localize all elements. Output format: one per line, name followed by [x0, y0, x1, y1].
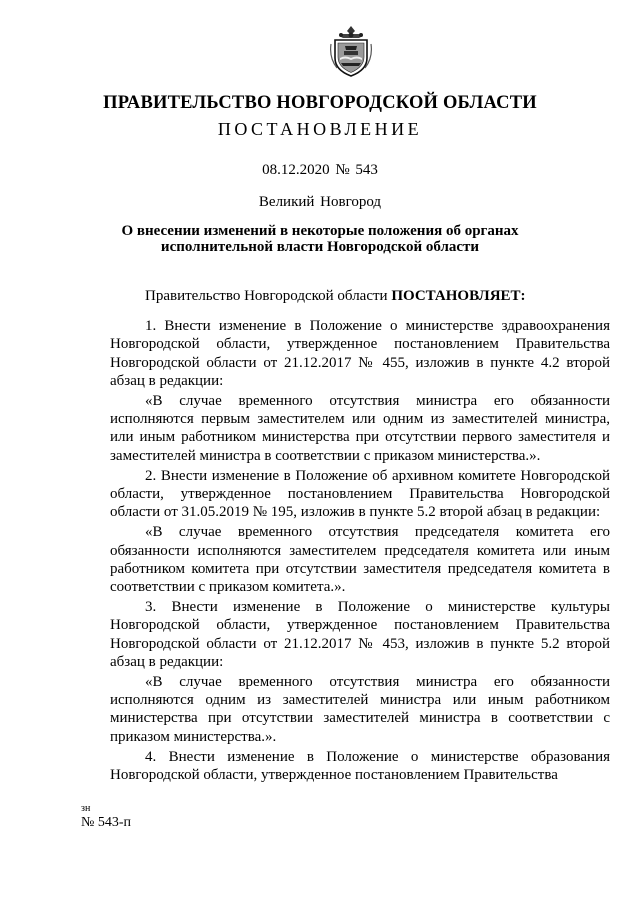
document-subject: [0, 223, 640, 255]
paragraph-4: 4. Внести изменение в Положение о министерстве образования Новгородской области, утвержденное постановлением Правительства: [110, 748, 610, 784]
preamble-text: Правительство Новгородской области: [145, 288, 392, 304]
preamble-resolves: ПОСТАНОВЛЯЕТ:: [391, 288, 526, 304]
footer: [81, 803, 131, 830]
paragraph-2: 2. Внести изменение в Положение об архивном комитете Новгородской области, утвержденное постановлением Правительства Новгородской области от 31.05.2019 № 195, изложив в пункте 5.2 второй абзац в редакции:: [110, 467, 610, 521]
preamble: [110, 287, 610, 305]
subject-line-1: О внесении изменений в некоторые положения об органах: [121, 223, 519, 239]
paragraph-3: 3. Внести изменение в Положение о министерстве культуры Новгородской области, утвержденное постановлением Правительства Новгородской области от 21.12.2017 № 453, изложив в пункте 5.2 второй абзац в редакции:: [110, 599, 610, 670]
paragraph-3-quote: «В случае временного отсутствия министра его обязанности исполняются одним из заместителей министра или иным работником министерства при отсутствии заместителей министра в соответствии с приказом министерства.».: [110, 674, 610, 745]
paragraph-2-quote: «В случае временного отсутствия председателя комитета его обязанности исполняются заместителем председателя комитета или иным работником комитета при отсутствии заместителя председателя комитета в соответствии с приказом комитета.».: [110, 524, 610, 596]
document-type: ПОСТАНОВЛЕНИЕ: [217, 119, 423, 139]
date-and-number: 08.12.2020 № 543: [262, 162, 378, 178]
subject-line-2: исполнительной власти Новгородской области: [160, 239, 480, 255]
government-title: ПРАВИТЕЛЬСТВО НОВГОРОДСКОЙ ОБЛАСТИ: [103, 93, 537, 113]
paragraph-1-quote: «В случае временного отсутствия министра его обязанности исполняются первым заместителем или одним из заместителей министра, или иным работником министерства при отсутствии первого заместителя и заместителей министра в соответствии с приказом министерства.».: [110, 393, 610, 464]
city-name: Великий Новгород: [258, 194, 382, 210]
document-body: [110, 287, 610, 786]
footer-doc-number: № 543-п: [81, 815, 132, 830]
coat-of-arms-icon: [329, 24, 373, 78]
paragraph-1: 1. Внести изменение в Положение о министерстве здравоохранения Новгородской области, утвержденное постановлением Правительства Новгородской области от 21.12.2017 № 455, изложив в пункте 4.2 второй абзац в редакции:: [110, 318, 610, 389]
footer-initials: зн: [81, 803, 91, 814]
